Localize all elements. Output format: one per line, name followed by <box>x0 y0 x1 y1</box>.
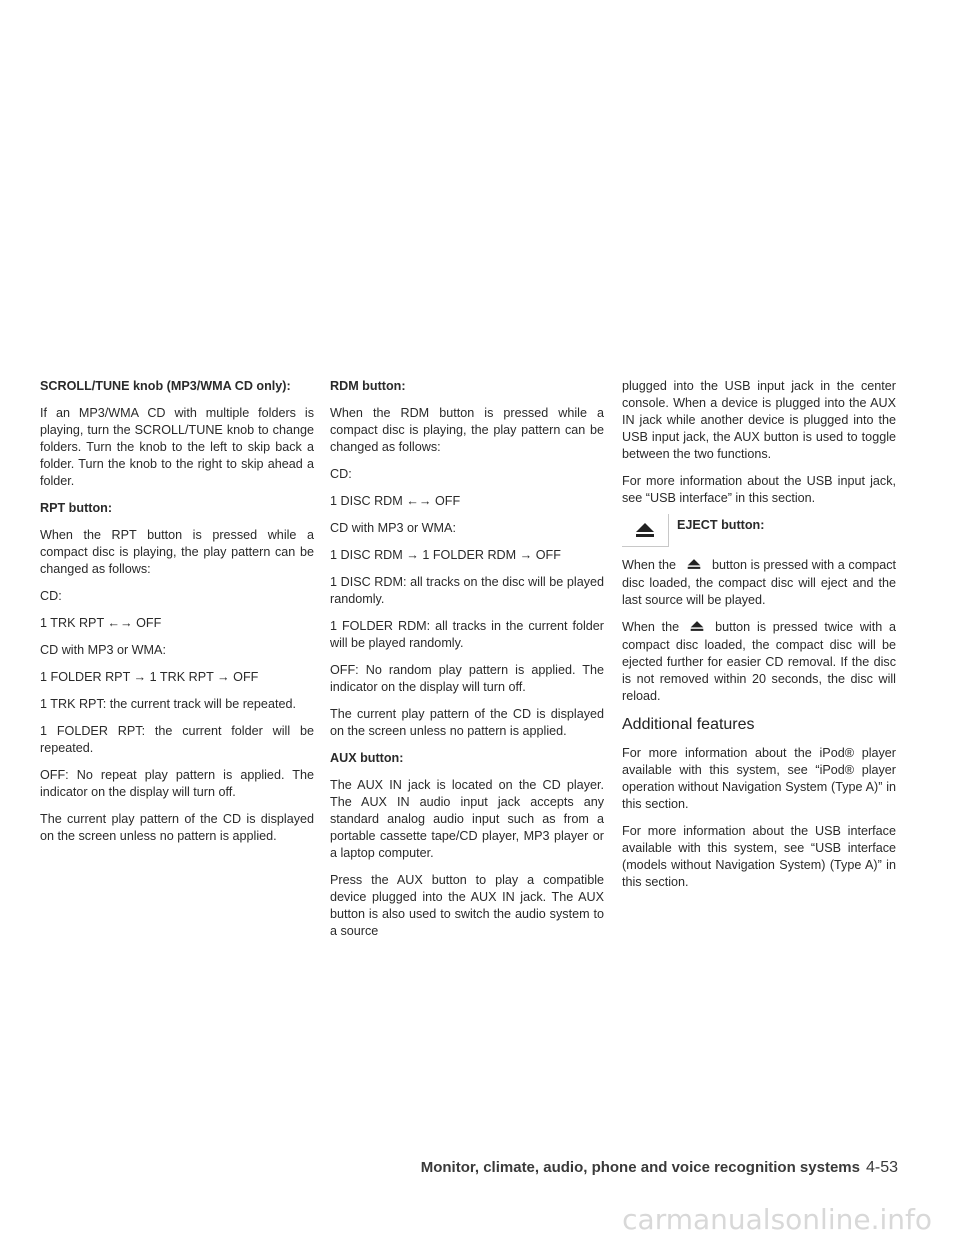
disc-rdm-desc: 1 DISC RDM: all tracks on the disc will be played randomly. <box>330 575 604 606</box>
folder-rdm-desc: 1 FOLDER RDM: all tracks in the current folder will be played randomly. <box>330 619 604 650</box>
rdm-heading: RDM button: <box>330 379 406 393</box>
page-footer <box>421 1159 898 1177</box>
usb-interface-reference: For more information about the USB interface available with this system, see “USB interface (models without Navigation System) (Type A)” in this section. <box>622 824 896 889</box>
rpt-mp3-pattern: 1 FOLDER RPT → 1 TRK RPT → OFF <box>40 670 259 684</box>
eject-desc-2-after: button is pressed twice with a compact disc loaded, the compact disc will be ejected further for easier CD removal. If the disc is not removed within 20 seconds, the disc will reload. <box>622 620 896 703</box>
chapter-title: Monitor, climate, audio, phone and voice recognition systems <box>420 1159 860 1176</box>
aux-heading: AUX button: <box>330 751 404 765</box>
rdm-text: When the RDM button is pressed while a compact disc is playing, the play pattern can be changed as follows: <box>330 406 604 454</box>
eject-desc-1-before: When the <box>622 558 677 572</box>
column-1 <box>40 378 314 855</box>
trk-rpt-desc: 1 TRK RPT: the current track will be repeated. <box>40 697 296 711</box>
rpt-cd-label: CD: <box>40 589 62 603</box>
scroll-tune-heading: SCROLL/TUNE knob (MP3/WMA CD only): <box>40 379 291 393</box>
column-3 <box>622 378 896 901</box>
ipod-reference: For more information about the iPod® player available with this system, see “iPod® player operation without Navigation System (Type A)” in this section. <box>622 746 896 811</box>
usb-jack-reference: For more information about the USB input jack, see “USB interface” in this section. <box>622 474 896 505</box>
eject-desc-1-after: button is pressed with a compact disc loaded, the compact disc will eject and the last source will be played. <box>622 558 897 607</box>
eject-desc-1 <box>622 557 896 609</box>
aux-continued-text: plugged into the USB input jack in the center console. When a device is plugged into the AUX IN jack while another device is plugged into the USB input jack, the AUX button is used to toggle between the two functions. <box>622 379 896 461</box>
rpt-off-desc: OFF: No repeat play pattern is applied. The indicator on the display will turn off. <box>40 768 314 799</box>
eject-desc-2-before: When the <box>622 620 680 634</box>
rpt-current-desc: The current play pattern of the CD is displayed on the screen unless no pattern is applied. <box>40 812 314 843</box>
aux-press-text: Press the AUX button to play a compatible device plugged into the AUX IN jack. The AUX button is also used to switch the audio system to a source <box>330 873 604 938</box>
rdm-mp3-pattern: 1 DISC RDM → 1 FOLDER RDM → OFF <box>330 548 561 562</box>
eject-heading: EJECT button: <box>677 518 765 532</box>
rdm-mp3-label: CD with MP3 or WMA: <box>330 521 456 535</box>
section-title: Additional features <box>622 716 755 733</box>
aux-text: The AUX IN jack is located on the CD player. The AUX IN audio input jack accepts any standard analog audio input such as from a portable cassette tape/CD player, MP3 player or a laptop computer. <box>330 778 604 860</box>
rdm-off-desc: OFF: No random play pattern is applied. The indicator on the display will turn off. <box>330 663 604 694</box>
eject-icon <box>676 558 712 575</box>
page-number: 4-53 <box>865 1159 898 1176</box>
rpt-heading: RPT button: <box>40 501 113 515</box>
scroll-tune-text: If an MP3/WMA CD with multiple folders is playing, turn the SCROLL/TUNE knob to change folders. Turn the knob to the left to skip back a folder. Turn the knob to the right to skip ahead a folder. <box>40 406 314 488</box>
watermark: carmanualsonline.info <box>622 1203 932 1236</box>
eject-icon <box>679 620 715 637</box>
rpt-cd-pattern: 1 TRK RPT ←→ OFF <box>40 616 162 630</box>
rpt-text: When the RPT button is pressed while a compact disc is playing, the play pattern can be changed as follows: <box>40 528 314 576</box>
rdm-current-desc: The current play pattern of the CD is displayed on the screen unless no pattern is applied. <box>330 707 604 738</box>
eject-desc-2 <box>622 619 896 705</box>
rdm-cd-pattern: 1 DISC RDM ←→ OFF <box>330 494 461 508</box>
eject-icon <box>622 514 669 547</box>
rpt-mp3-label: CD with MP3 or WMA: <box>40 643 166 657</box>
eject-heading-row <box>622 517 896 547</box>
folder-rpt-desc: 1 FOLDER RPT: the current folder will be repeated. <box>40 724 314 755</box>
column-2 <box>330 378 604 950</box>
rdm-cd-label: CD: <box>330 467 352 481</box>
